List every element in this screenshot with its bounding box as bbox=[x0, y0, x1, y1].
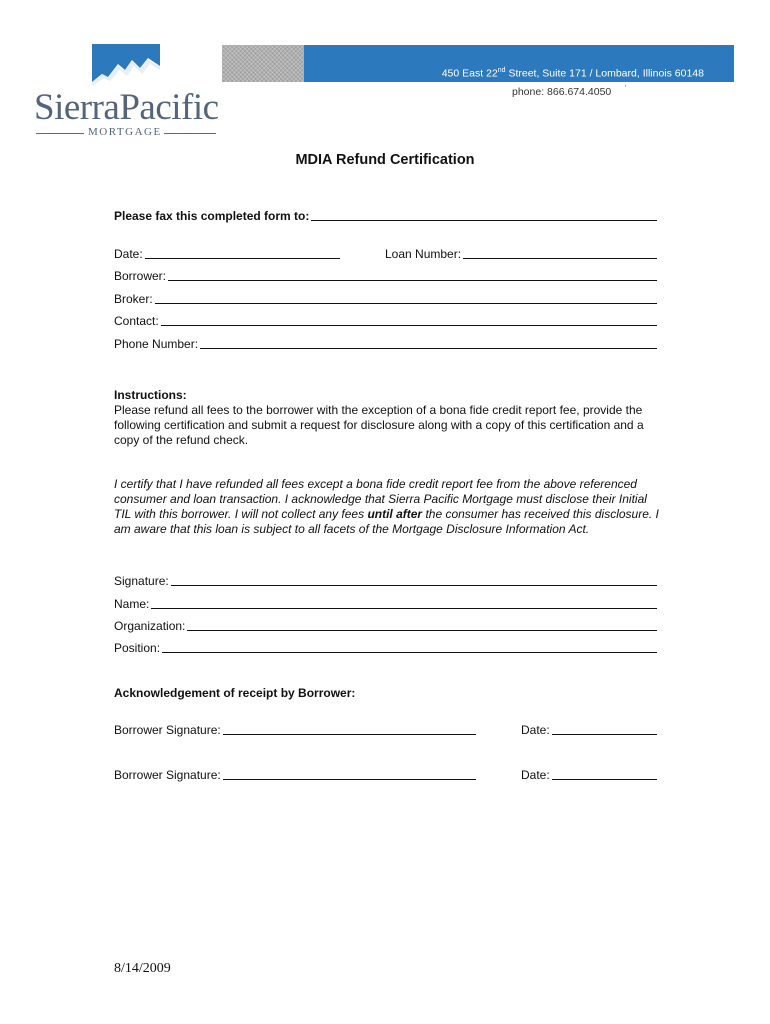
borrower-signature-field[interactable] bbox=[223, 722, 476, 735]
certification-emphasis: until after bbox=[367, 507, 423, 521]
ack-date-label: Date: bbox=[521, 768, 550, 782]
company-logo-tagline: MORTGAGE bbox=[88, 126, 162, 138]
borrower-signature-field[interactable] bbox=[223, 767, 476, 780]
borrower-signature-label: Borrower Signature: bbox=[114, 723, 221, 737]
company-logo-tagline-row bbox=[36, 126, 216, 140]
instructions-body: Please refund all fees to the borrower with the exception of a bona fide credit report fee, provide the following certification and submit a request for disclosure along with a copy of this certification and a copy of the refund check. bbox=[114, 403, 644, 447]
name-label: Name: bbox=[114, 597, 150, 611]
footer-date: 8/14/2009 bbox=[114, 961, 171, 976]
tagline-rule-left bbox=[36, 133, 84, 134]
contact-label: Contact: bbox=[114, 314, 159, 328]
fax-row bbox=[114, 208, 657, 223]
position-field[interactable] bbox=[162, 640, 657, 653]
signature-row bbox=[114, 573, 657, 588]
position-row bbox=[114, 640, 657, 655]
position-label: Position: bbox=[114, 641, 161, 655]
company-logo-name: SierraPacific bbox=[34, 87, 219, 128]
borrower-signature-row-1 bbox=[114, 722, 476, 737]
broker-field[interactable] bbox=[155, 291, 657, 304]
organization-label: Organization: bbox=[114, 619, 186, 633]
ack-date-label: Date: bbox=[521, 723, 550, 737]
ack-date-field[interactable] bbox=[552, 722, 657, 735]
signature-field[interactable] bbox=[171, 573, 657, 586]
ack-date-field[interactable] bbox=[552, 767, 657, 780]
loan-number-field[interactable] bbox=[463, 246, 657, 259]
tagline-rule-right bbox=[164, 133, 216, 134]
ack-date-row-2 bbox=[521, 767, 657, 782]
date-label: Date: bbox=[114, 247, 143, 261]
phone-number-row bbox=[114, 336, 657, 351]
signature-label: Signature: bbox=[114, 574, 169, 588]
organization-row bbox=[114, 618, 657, 633]
form-title: MDIA Refund Certification bbox=[295, 152, 475, 168]
mountain-logo-icon bbox=[92, 44, 160, 90]
instructions-heading: Instructions: bbox=[114, 388, 187, 402]
loan-number-label: Loan Number: bbox=[385, 247, 462, 261]
borrower-signature-label: Borrower Signature: bbox=[114, 768, 221, 782]
borrower-signature-row-2 bbox=[114, 767, 476, 782]
borrower-row bbox=[114, 268, 657, 283]
name-field[interactable] bbox=[151, 596, 657, 609]
ack-date-row-1 bbox=[521, 722, 657, 737]
borrower-label: Borrower: bbox=[114, 269, 167, 283]
header-banner bbox=[304, 45, 734, 82]
contact-field[interactable] bbox=[161, 313, 657, 326]
broker-label: Broker: bbox=[114, 292, 153, 306]
organization-field[interactable] bbox=[187, 618, 657, 631]
phone-number-label: Phone Number: bbox=[114, 337, 199, 351]
loan-number-row bbox=[385, 246, 657, 261]
contact-row bbox=[114, 313, 657, 328]
fax-label: Please fax this completed form to: bbox=[114, 209, 310, 223]
borrower-field[interactable] bbox=[168, 268, 657, 281]
acknowledgement-heading: Acknowledgement of receipt by Borrower: bbox=[114, 686, 356, 700]
certification-statement: I certify that I have refunded all fees except a bona fide credit report fee from the above referenced consumer and loan transaction. I acknowledge that Sierra Pacific Mortgage must disclose their Initial TIL with this borrower. I will not collect any fees until after the consumer has received this disclosure. I am aware that this loan is subject to all facets of the Mortgage Disclosure Information Act. bbox=[114, 477, 659, 536]
stray-mark: ' bbox=[625, 84, 627, 93]
name-row bbox=[114, 596, 657, 611]
header-pattern-block bbox=[222, 45, 304, 82]
phone-number-field[interactable] bbox=[200, 336, 657, 349]
date-field[interactable] bbox=[145, 246, 340, 259]
date-row bbox=[114, 246, 340, 261]
company-address: 450 East 22nd Street, Suite 171 / Lombard, Illinois 60148 bbox=[441, 67, 704, 80]
company-phone: phone: 866.674.4050 bbox=[512, 86, 612, 98]
fax-field[interactable] bbox=[311, 208, 657, 221]
broker-row bbox=[114, 291, 657, 306]
